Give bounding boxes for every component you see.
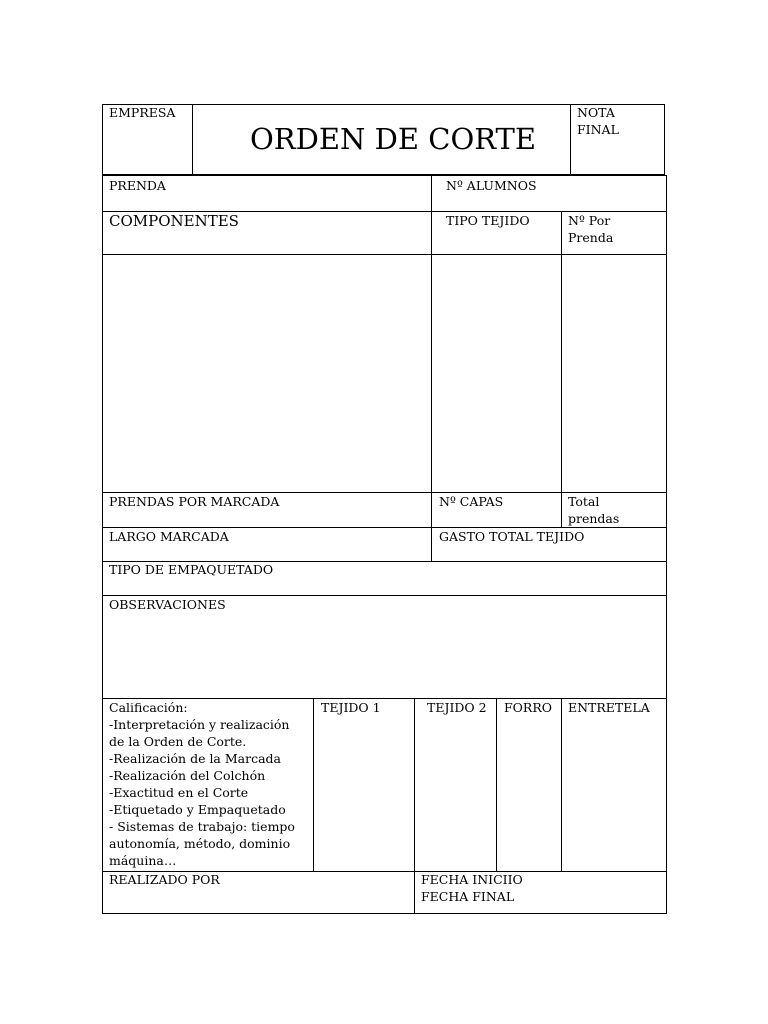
calificacion-line: de la Orden de Corte. <box>109 734 247 749</box>
fecha-final-label: FECHA FINAL <box>421 889 515 904</box>
calificacion-line: -Realización del Colchón <box>109 768 266 783</box>
body-divider-1 <box>431 254 432 493</box>
marcada-divider-2 <box>561 492 562 528</box>
n-por-prenda-label: Prenda <box>568 230 614 245</box>
realizado-por-label: REALIZADO POR <box>109 872 220 887</box>
empresa-label: EMPRESA <box>109 105 176 120</box>
n-por-label: Nº Por <box>568 213 611 228</box>
marcada-divider-1 <box>431 492 432 528</box>
footer-divider <box>414 871 415 914</box>
fecha-inicio-label: FECHA INICIIO <box>421 872 523 887</box>
capas-label: Nº CAPAS <box>439 494 504 509</box>
nota-label: NOTA <box>577 105 615 120</box>
largo-divider <box>431 527 432 562</box>
observaciones-label: OBSERVACIONES <box>109 597 226 612</box>
final-label: FINAL <box>577 122 619 137</box>
largo-marcada-label: LARGO MARCADA <box>109 529 229 544</box>
total-label: Total <box>568 494 600 509</box>
calificacion-divider-3 <box>496 698 497 872</box>
body-divider-2 <box>561 254 562 493</box>
componentes-body <box>102 254 667 493</box>
calificacion-line: -Etiquetado y Empaquetado <box>109 802 286 817</box>
alumnos-label: Nº ALUMNOS <box>446 178 537 193</box>
tejido1-label: TEJIDO 1 <box>321 700 381 715</box>
componentes-divider-1 <box>431 211 432 255</box>
prenda-divider <box>431 175 432 212</box>
prendas-por-marcada-label: PRENDAS POR MARCADA <box>109 494 280 509</box>
calificacion-line: máquina… <box>109 853 177 868</box>
calificacion-divider-4 <box>561 698 562 872</box>
calificacion-line: -Exactitud en el Corte <box>109 785 249 800</box>
prenda-label: PRENDA <box>109 178 166 193</box>
entretela-label: ENTRETELA <box>568 700 650 715</box>
calificacion-line: -Realización de la Marcada <box>109 751 281 766</box>
calificacion-divider-1 <box>313 698 314 872</box>
prenda-row <box>102 175 667 212</box>
calificacion-line: Calificación: <box>109 700 188 715</box>
total-prendas-label: prendas <box>568 511 620 526</box>
calificacion-list <box>109 699 295 869</box>
calificacion-line: autonomía, método, dominio <box>109 836 291 851</box>
calificacion-line: -Interpretación y realización <box>109 717 290 732</box>
forro-label: FORRO <box>504 700 552 715</box>
gasto-total-label: GASTO TOTAL TEJIDO <box>439 529 585 544</box>
tejido2-label: TEJIDO 2 <box>427 700 487 715</box>
calificacion-line: - Sistemas de trabajo: tiempo <box>109 819 295 834</box>
page-title: ORDEN DE CORTE <box>250 122 537 156</box>
calificacion-divider-2 <box>414 698 415 872</box>
tipo-tejido-label: TIPO TEJIDO <box>446 213 530 228</box>
componentes-label: COMPONENTES <box>109 212 239 230</box>
componentes-divider-2 <box>561 211 562 255</box>
empaquetado-label: TIPO DE EMPAQUETADO <box>109 562 274 577</box>
